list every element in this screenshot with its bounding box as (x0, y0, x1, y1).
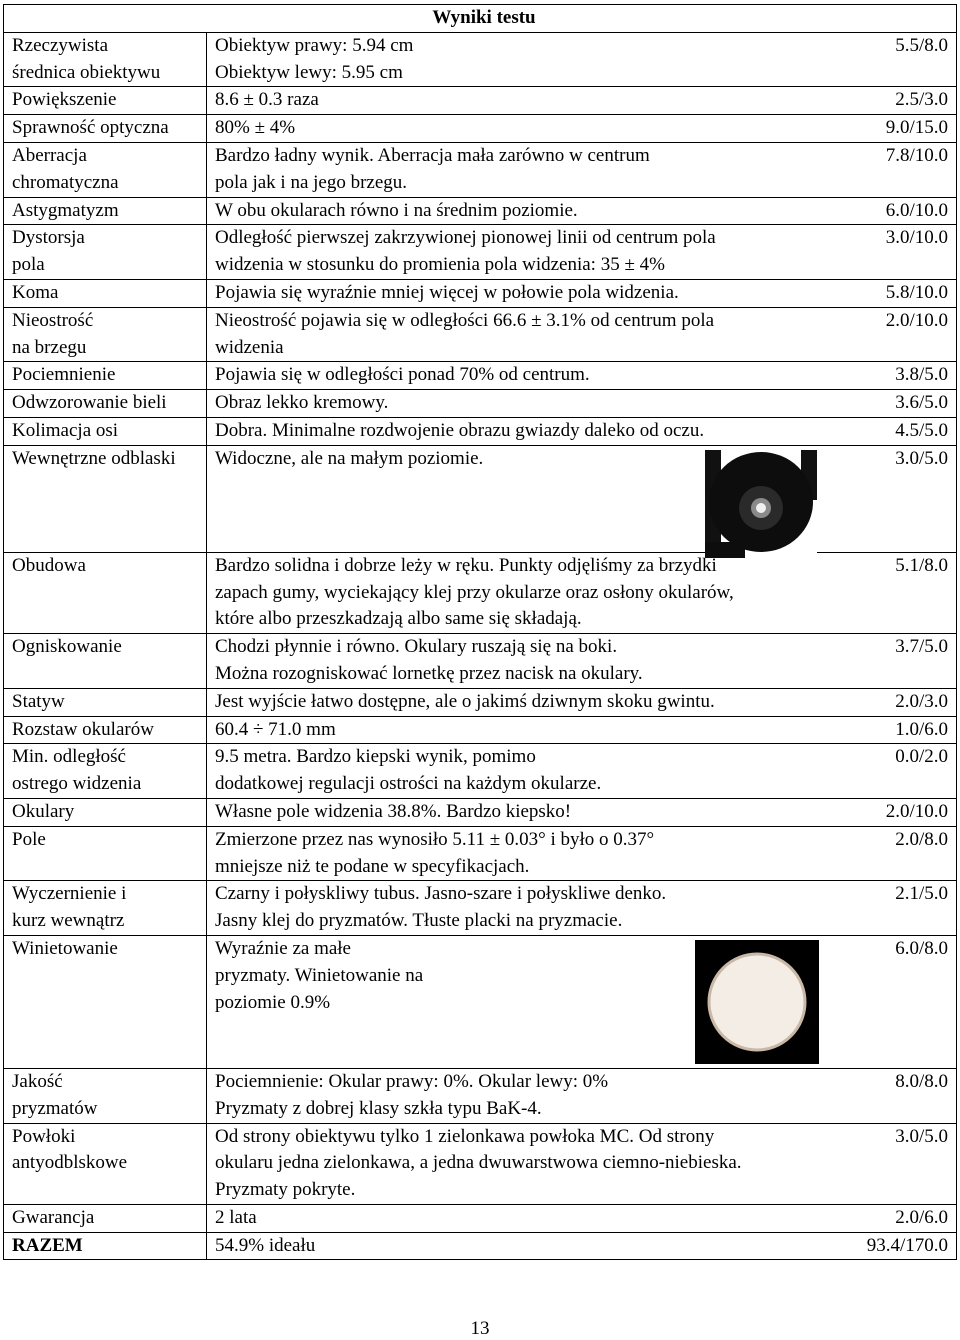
row-name-line: Rzeczywista (12, 34, 109, 56)
table-title: Wyniki testu (4, 5, 957, 33)
row-description-line: Od strony obiektywu tylko 1 zielonkawa powłoka MC. Od strony (215, 1125, 715, 1147)
results-table (3, 4, 957, 1260)
table-row (4, 445, 957, 552)
row-score: 2.0/10.0 (830, 307, 957, 362)
row-description (207, 417, 831, 445)
row-name (4, 935, 207, 1068)
row-name (4, 417, 207, 445)
row-score: 3.0/5.0 (830, 1123, 957, 1204)
row-name-line: chromatyczna (12, 171, 119, 193)
table-row (4, 688, 957, 716)
row-description-line: Obraz lekko kremowy. (215, 392, 389, 414)
row-score: 3.7/5.0 (830, 634, 957, 689)
table-row (4, 1123, 957, 1204)
row-description-line: Pryzmaty pokryte. (215, 1179, 356, 1201)
table-title-row (4, 5, 957, 33)
row-description-line: W obu okularach równo i na średnim poziomie. (215, 199, 578, 221)
row-name-line: Sprawność optyczna (12, 117, 169, 139)
row-name-line: Gwarancja (12, 1206, 95, 1228)
row-description-line: 2 lata (215, 1206, 257, 1228)
row-score: 5.1/8.0 (830, 552, 957, 633)
row-name-line: Powłoki (12, 1125, 76, 1147)
table-row (4, 826, 957, 881)
row-name (4, 307, 207, 362)
row-description-line: Bardzo solidna i dobrze leży w ręku. Punkty odjęliśmy za brzydki (215, 554, 717, 576)
table-row (4, 417, 957, 445)
row-name (4, 881, 207, 936)
row-name-line: Wewnętrzne odblaski (12, 447, 176, 469)
total-score: 93.4/170.0 (830, 1232, 957, 1260)
row-name (4, 634, 207, 689)
eyepiece-photo (705, 450, 817, 558)
total-row (4, 1232, 957, 1260)
page-number: 13 (470, 1318, 490, 1339)
row-description-line: Własne pole widzenia 38.8%. Bardzo kiepsko! (215, 800, 572, 822)
table-row (4, 798, 957, 826)
row-name-line: Aberracja (12, 144, 87, 166)
row-description-line: Można rozogniskować lornetkę przez nacisk na okulary. (215, 662, 643, 684)
row-description-line: Obiektyw lewy: 5.95 cm (215, 61, 403, 83)
row-description-line: poziomie 0.9% (215, 991, 331, 1013)
row-description-line: Pryzmaty z dobrej klasy szkła typu BaK-4. (215, 1097, 542, 1119)
row-description-line: Nieostrość pojawia się w odległości 66.6 ± 3.1% od centrum pola (215, 309, 715, 331)
row-name-line: Pole (12, 828, 46, 850)
row-name (4, 716, 207, 744)
row-name-line: Pociemnienie (12, 364, 116, 386)
row-name-line: średnica obiektywu (12, 61, 161, 83)
row-description-line: mniejsze niż te podane w specyfikacjach. (215, 855, 530, 877)
row-description-line: widzenia w stosunku do promienia pola widzenia: 35 ± 4% (215, 254, 665, 276)
row-description (207, 142, 831, 197)
table-row (4, 279, 957, 307)
row-description-line: Czarny i połyskliwy tubus. Jasno-szare i połyskliwe denko. (215, 883, 667, 905)
row-name-line: Koma (12, 281, 59, 303)
row-description (207, 798, 831, 826)
row-score: 5.5/8.0 (830, 32, 957, 87)
row-score: 5.8/10.0 (830, 279, 957, 307)
total-label: RAZEM (4, 1232, 207, 1260)
row-name (4, 197, 207, 225)
row-name-line: Odwzorowanie bieli (12, 392, 167, 414)
row-score: 2.1/5.0 (830, 881, 957, 936)
row-description-line: Pociemnienie: Okular prawy: 0%. Okular lewy: 0% (215, 1070, 609, 1092)
row-description (207, 716, 831, 744)
table-row (4, 1068, 957, 1123)
row-description (207, 688, 831, 716)
row-description-line: Jasny klej do pryzmatów. Tłuste placki na pryzmacie. (215, 910, 623, 932)
row-name-line: Okulary (12, 800, 75, 822)
row-name (4, 798, 207, 826)
row-score: 8.0/8.0 (830, 1068, 957, 1123)
row-name (4, 744, 207, 799)
row-name (4, 1123, 207, 1204)
table-row (4, 32, 957, 87)
row-description-line: 8.6 ± 0.3 raza (215, 89, 319, 111)
row-score: 2.5/3.0 (830, 87, 957, 115)
row-description (207, 552, 831, 633)
row-name (4, 142, 207, 197)
row-description (207, 197, 831, 225)
row-description (207, 225, 831, 280)
table-row (4, 881, 957, 936)
row-description-line: Zmierzone przez nas wynosiło 5.11 ± 0.03° i było o 0.37° (215, 828, 655, 850)
table-row (4, 1204, 957, 1232)
row-name (4, 362, 207, 390)
row-name-line: pola (12, 254, 45, 276)
row-name-line: Astygmatyzm (12, 199, 119, 221)
row-score: 2.0/8.0 (830, 826, 957, 881)
row-description (207, 744, 831, 799)
total-description: 54.9% ideału (207, 1232, 831, 1260)
row-description (207, 390, 831, 418)
row-description (207, 307, 831, 362)
table-row (4, 197, 957, 225)
row-description-line: 9.5 metra. Bardzo kiepski wynik, pomimo (215, 746, 536, 768)
row-name (4, 445, 207, 552)
table-row (4, 390, 957, 418)
row-name (4, 32, 207, 87)
table-row (4, 142, 957, 197)
row-name-line: Obudowa (12, 554, 86, 576)
row-name-line: kurz wewnątrz (12, 910, 125, 932)
row-score: 0.0/2.0 (830, 744, 957, 799)
table-row (4, 744, 957, 799)
row-score: 9.0/15.0 (830, 115, 957, 143)
row-description (207, 935, 831, 1068)
row-description-line: pola jak i na jego brzegu. (215, 171, 408, 193)
row-description-line: Jest wyjście łatwo dostępne, ale o jakimś dziwnym skoku gwintu. (215, 690, 715, 712)
row-score: 2.0/3.0 (830, 688, 957, 716)
row-description-line: Obiektyw prawy: 5.94 cm (215, 34, 414, 56)
table-row (4, 362, 957, 390)
row-name-line: na brzegu (12, 336, 87, 358)
row-description (207, 826, 831, 881)
row-description-line: 80% ± 4% (215, 117, 296, 139)
row-score: 3.0/10.0 (830, 225, 957, 280)
row-description-line: Widoczne, ale na małym poziomie. (215, 447, 484, 469)
row-name (4, 87, 207, 115)
row-description-line: które albo przeszkadzają albo same się składają. (215, 608, 582, 630)
row-name-line: Dystorsja (12, 227, 85, 249)
row-description-line: Pojawia się w odległości ponad 70% od centrum. (215, 364, 590, 386)
row-name-line: pryzmatów (12, 1097, 98, 1119)
row-description-line: Dobra. Minimalne rozdwojenie obrazu gwiazdy daleko od oczu. (215, 419, 705, 441)
row-description (207, 1204, 831, 1232)
row-description-line: okularu jedna zielonkawa, a jedna dwuwarstwowa ciemno-niebieska. (215, 1152, 742, 1174)
row-name-line: Min. odległość (12, 746, 126, 768)
table-row (4, 115, 957, 143)
row-description (207, 362, 831, 390)
row-score: 4.5/5.0 (830, 417, 957, 445)
row-name (4, 115, 207, 143)
row-name-line: Nieostrość (12, 309, 94, 331)
row-description-line: Pojawia się wyraźnie mniej więcej w połowie pola widzenia. (215, 281, 679, 303)
table-row (4, 552, 957, 633)
row-description-line: Chodzi płynnie i równo. Okulary ruszają się na boki. (215, 636, 618, 658)
row-name (4, 225, 207, 280)
row-description (207, 32, 831, 87)
row-name (4, 1068, 207, 1123)
row-description-line: widzenia (215, 336, 284, 358)
row-name-line: Statyw (12, 690, 65, 712)
row-score: 6.0/8.0 (830, 935, 957, 1068)
row-name (4, 1204, 207, 1232)
row-score: 3.0/5.0 (830, 445, 957, 552)
row-description (207, 881, 831, 936)
row-description (207, 279, 831, 307)
table-row (4, 716, 957, 744)
row-description-line: Bardzo ładny wynik. Aberracja mała zarówno w centrum (215, 144, 650, 166)
row-description (207, 1123, 831, 1204)
row-description (207, 445, 831, 552)
table-row (4, 225, 957, 280)
table-row (4, 87, 957, 115)
row-name-line: Powiększenie (12, 89, 117, 111)
row-name-line: Kolimacja osi (12, 419, 119, 441)
row-description (207, 1068, 831, 1123)
row-description (207, 115, 831, 143)
row-score: 3.8/5.0 (830, 362, 957, 390)
table-row (4, 935, 957, 1068)
row-description-line: pryzmaty. Winietowanie na (215, 964, 424, 986)
row-description-line: dodatkowej regulacji ostrości na każdym okularze. (215, 773, 602, 795)
row-score: 2.0/6.0 (830, 1204, 957, 1232)
row-description (207, 87, 831, 115)
table-row (4, 634, 957, 689)
row-description-line: Odległość pierwszej zakrzywionej pionowej linii od centrum pola (215, 227, 716, 249)
row-description-line: zapach gumy, wyciekający klej przy okularze oraz osłony okularów, (215, 581, 734, 603)
row-name-line: ostrego widzenia (12, 773, 142, 795)
row-name-line: Jakość (12, 1070, 63, 1092)
row-name-line: Winietowanie (12, 937, 118, 959)
row-name (4, 390, 207, 418)
row-name (4, 552, 207, 633)
row-score: 2.0/10.0 (830, 798, 957, 826)
row-name (4, 279, 207, 307)
prism-photo (695, 940, 819, 1064)
row-name-line: Ogniskowanie (12, 636, 122, 658)
row-name (4, 826, 207, 881)
row-name-line: antyodblskowe (12, 1152, 128, 1174)
row-description (207, 634, 831, 689)
row-name-line: Wyczernienie i (12, 883, 127, 905)
row-description-line: 60.4 ÷ 71.0 mm (215, 718, 336, 740)
table-row (4, 307, 957, 362)
row-score: 6.0/10.0 (830, 197, 957, 225)
row-score: 1.0/6.0 (830, 716, 957, 744)
row-description-line: Wyraźnie za małe (215, 937, 351, 959)
row-score: 7.8/10.0 (830, 142, 957, 197)
row-name (4, 688, 207, 716)
row-score: 3.6/5.0 (830, 390, 957, 418)
row-name-line: Rozstaw okularów (12, 718, 154, 740)
